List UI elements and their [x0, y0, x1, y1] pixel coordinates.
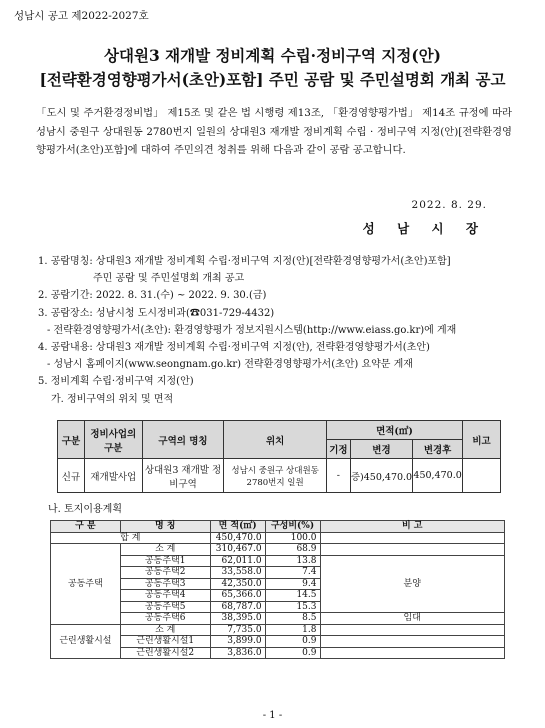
land-row-ratio: 0.9: [265, 647, 320, 659]
zone-header-note: 비고: [463, 421, 501, 459]
land-header-name: 명 칭: [120, 521, 210, 533]
land-header-ratio: 구성비(%): [265, 521, 320, 533]
zone-cell-location: 성남시 중원구 상대원동 2780번지 일원: [224, 459, 327, 493]
land-total-note: [320, 532, 505, 544]
zone-cell-type: 신규: [58, 459, 85, 493]
zone-cell-project: 재개발사업: [84, 459, 142, 493]
zone-header-change: 변경: [350, 440, 412, 459]
land-use-subtitle: 나. 토지이용계획: [48, 504, 122, 515]
intro-paragraph: 「도시 및 주거환경정비법」 제15조 및 같은 법 시행령 제13조, 「환경영향평가법」 제14조 규정에 따라 성남시 중원구 상대원동 2780번지 일원의 상대원3 재개발 정비계획 수립 · 정비구역 지정(안)[전략환경영향평가서(초안)포함]에 대하여 주민의견 청취를 위해 다음과 같이 공람 공고합니다.: [36, 107, 512, 156]
land-row-area: 33,558.0: [210, 567, 265, 579]
land-row-ratio: 68.9: [265, 544, 320, 556]
land-row-name: 공동주택3: [120, 578, 210, 590]
item-1-name: 1. 공람명칭: 상대원3 재개발 정비계획 수립·정비구역 지정(안)[전략환경영향평가서(초안)포함]: [38, 256, 451, 267]
zone-header-existing: 기정: [326, 440, 350, 459]
land-group-facilities: 근린생활시설: [51, 624, 121, 659]
land-row-ratio: 8.5: [265, 613, 320, 625]
item-4-content: 4. 공람내용: 상대원3 재개발 정비계획 수립·정비구역 지정(안), 전략환경영향평가서(초안): [38, 342, 430, 354]
land-row-area: 7,735.0: [210, 624, 265, 636]
zone-table: [57, 420, 501, 493]
land-row-note: [320, 647, 505, 659]
land-row-area: 68,787.0: [210, 601, 265, 613]
item-3-place: 3. 공람장소: 성남시청 도시정비과(☎031-729-4432): [38, 307, 275, 319]
notice-number: 성남시 공고 제2022-2027호: [14, 10, 149, 22]
zone-cell-existing: -: [326, 459, 350, 493]
land-row-name: 소 계: [120, 544, 210, 556]
item-3-detail: - 전략환경영향평가서(초안): 환경영향평가 정보지원시스템(http://www.eiass.go.kr)에 게재: [47, 324, 457, 336]
land-note-rent: 임대: [320, 613, 505, 625]
land-row-area: 310,467.0: [210, 544, 265, 556]
land-row-area: 3,836.0: [210, 647, 265, 659]
zone-header-project: 정비사업의 구분: [84, 421, 142, 459]
land-row-name: 공동주택6: [120, 613, 210, 625]
land-header-type: 구 분: [51, 521, 121, 533]
land-row-ratio: 0.9: [265, 636, 320, 648]
notice-items: [38, 253, 518, 408]
land-row-note: [320, 624, 505, 636]
item-5a-subtitle: 가. 정비구역의 위치 및 면적: [51, 393, 174, 405]
zone-cell-change: 증)450,470.0: [350, 459, 412, 493]
land-row-name: 공동주택5: [120, 601, 210, 613]
zone-header-area: 면적(㎡): [326, 421, 462, 440]
land-header-note: 비 고: [320, 521, 505, 533]
land-row-ratio: 1.8: [265, 624, 320, 636]
notice-title-line1: 상대원3 재개발 정비계획 수립·정비구역 지정(안): [104, 46, 441, 65]
land-row-name: 공동주택2: [120, 567, 210, 579]
land-row-name: 근린생활시설2: [120, 647, 210, 659]
item-5-plan: 5. 정비계획 수립·정비구역 지정(안): [38, 376, 194, 388]
land-total-area: 450,470.0: [210, 532, 265, 544]
land-row-name: 공동주택4: [120, 590, 210, 602]
land-total-ratio: 100.0: [265, 532, 320, 544]
land-row-area: 65,366.0: [210, 590, 265, 602]
issuer-name: 성 남 시 장: [362, 221, 487, 236]
zone-cell-note: [463, 459, 501, 493]
land-row-area: 3,899.0: [210, 636, 265, 648]
land-row-note: [320, 544, 505, 556]
land-row-note: [320, 636, 505, 648]
land-use-table: [50, 520, 505, 659]
land-row-ratio: 14.5: [265, 590, 320, 602]
land-total-label: 합 계: [51, 532, 211, 544]
zone-header-name: 구역의 명칭: [142, 421, 224, 459]
item-2-period: 2. 공람기간: 2022. 8. 31.(수) ~ 2022. 9. 30.(금): [38, 290, 267, 302]
land-row-ratio: 13.8: [265, 555, 320, 567]
land-header-area: 면 적(㎡): [210, 521, 265, 533]
zone-cell-name: 상대원3 재개발 정비구역: [142, 459, 224, 493]
item-4-detail: - 성남시 홈페이지(www.seongnam.go.kr) 전략환경영향평가서(초안) 요약문 게재: [47, 359, 413, 371]
notice-title-line2: [전략환경영향평가서(초안)포함] 주민 공람 및 주민설명회 개최 공고: [39, 70, 506, 89]
land-row-name: 소 계: [120, 624, 210, 636]
zone-header-after: 변경후: [413, 440, 463, 459]
page-number: - 1 -: [262, 710, 283, 721]
land-row-area: 42,350.0: [210, 578, 265, 590]
land-row-ratio: 15.3: [265, 601, 320, 613]
land-row-name: 공동주택1: [120, 555, 210, 567]
land-row-area: 38,395.0: [210, 613, 265, 625]
land-row-area: 62,011.0: [210, 555, 265, 567]
land-row-ratio: 7.4: [265, 567, 320, 579]
land-group-housing: 공동주택: [51, 544, 121, 625]
zone-header-type: 구분: [58, 421, 85, 459]
land-note-sale: 분양: [320, 555, 505, 613]
land-row-ratio: 9.4: [265, 578, 320, 590]
zone-header-location: 위치: [224, 421, 327, 459]
notice-date: 2022. 8. 29.: [411, 199, 487, 211]
item-1-name-cont: 주민 공람 및 주민설명회 개최 공고: [93, 273, 245, 285]
land-row-name: 근린생활시설1: [120, 636, 210, 648]
zone-cell-after: 450,470.0: [413, 459, 463, 493]
